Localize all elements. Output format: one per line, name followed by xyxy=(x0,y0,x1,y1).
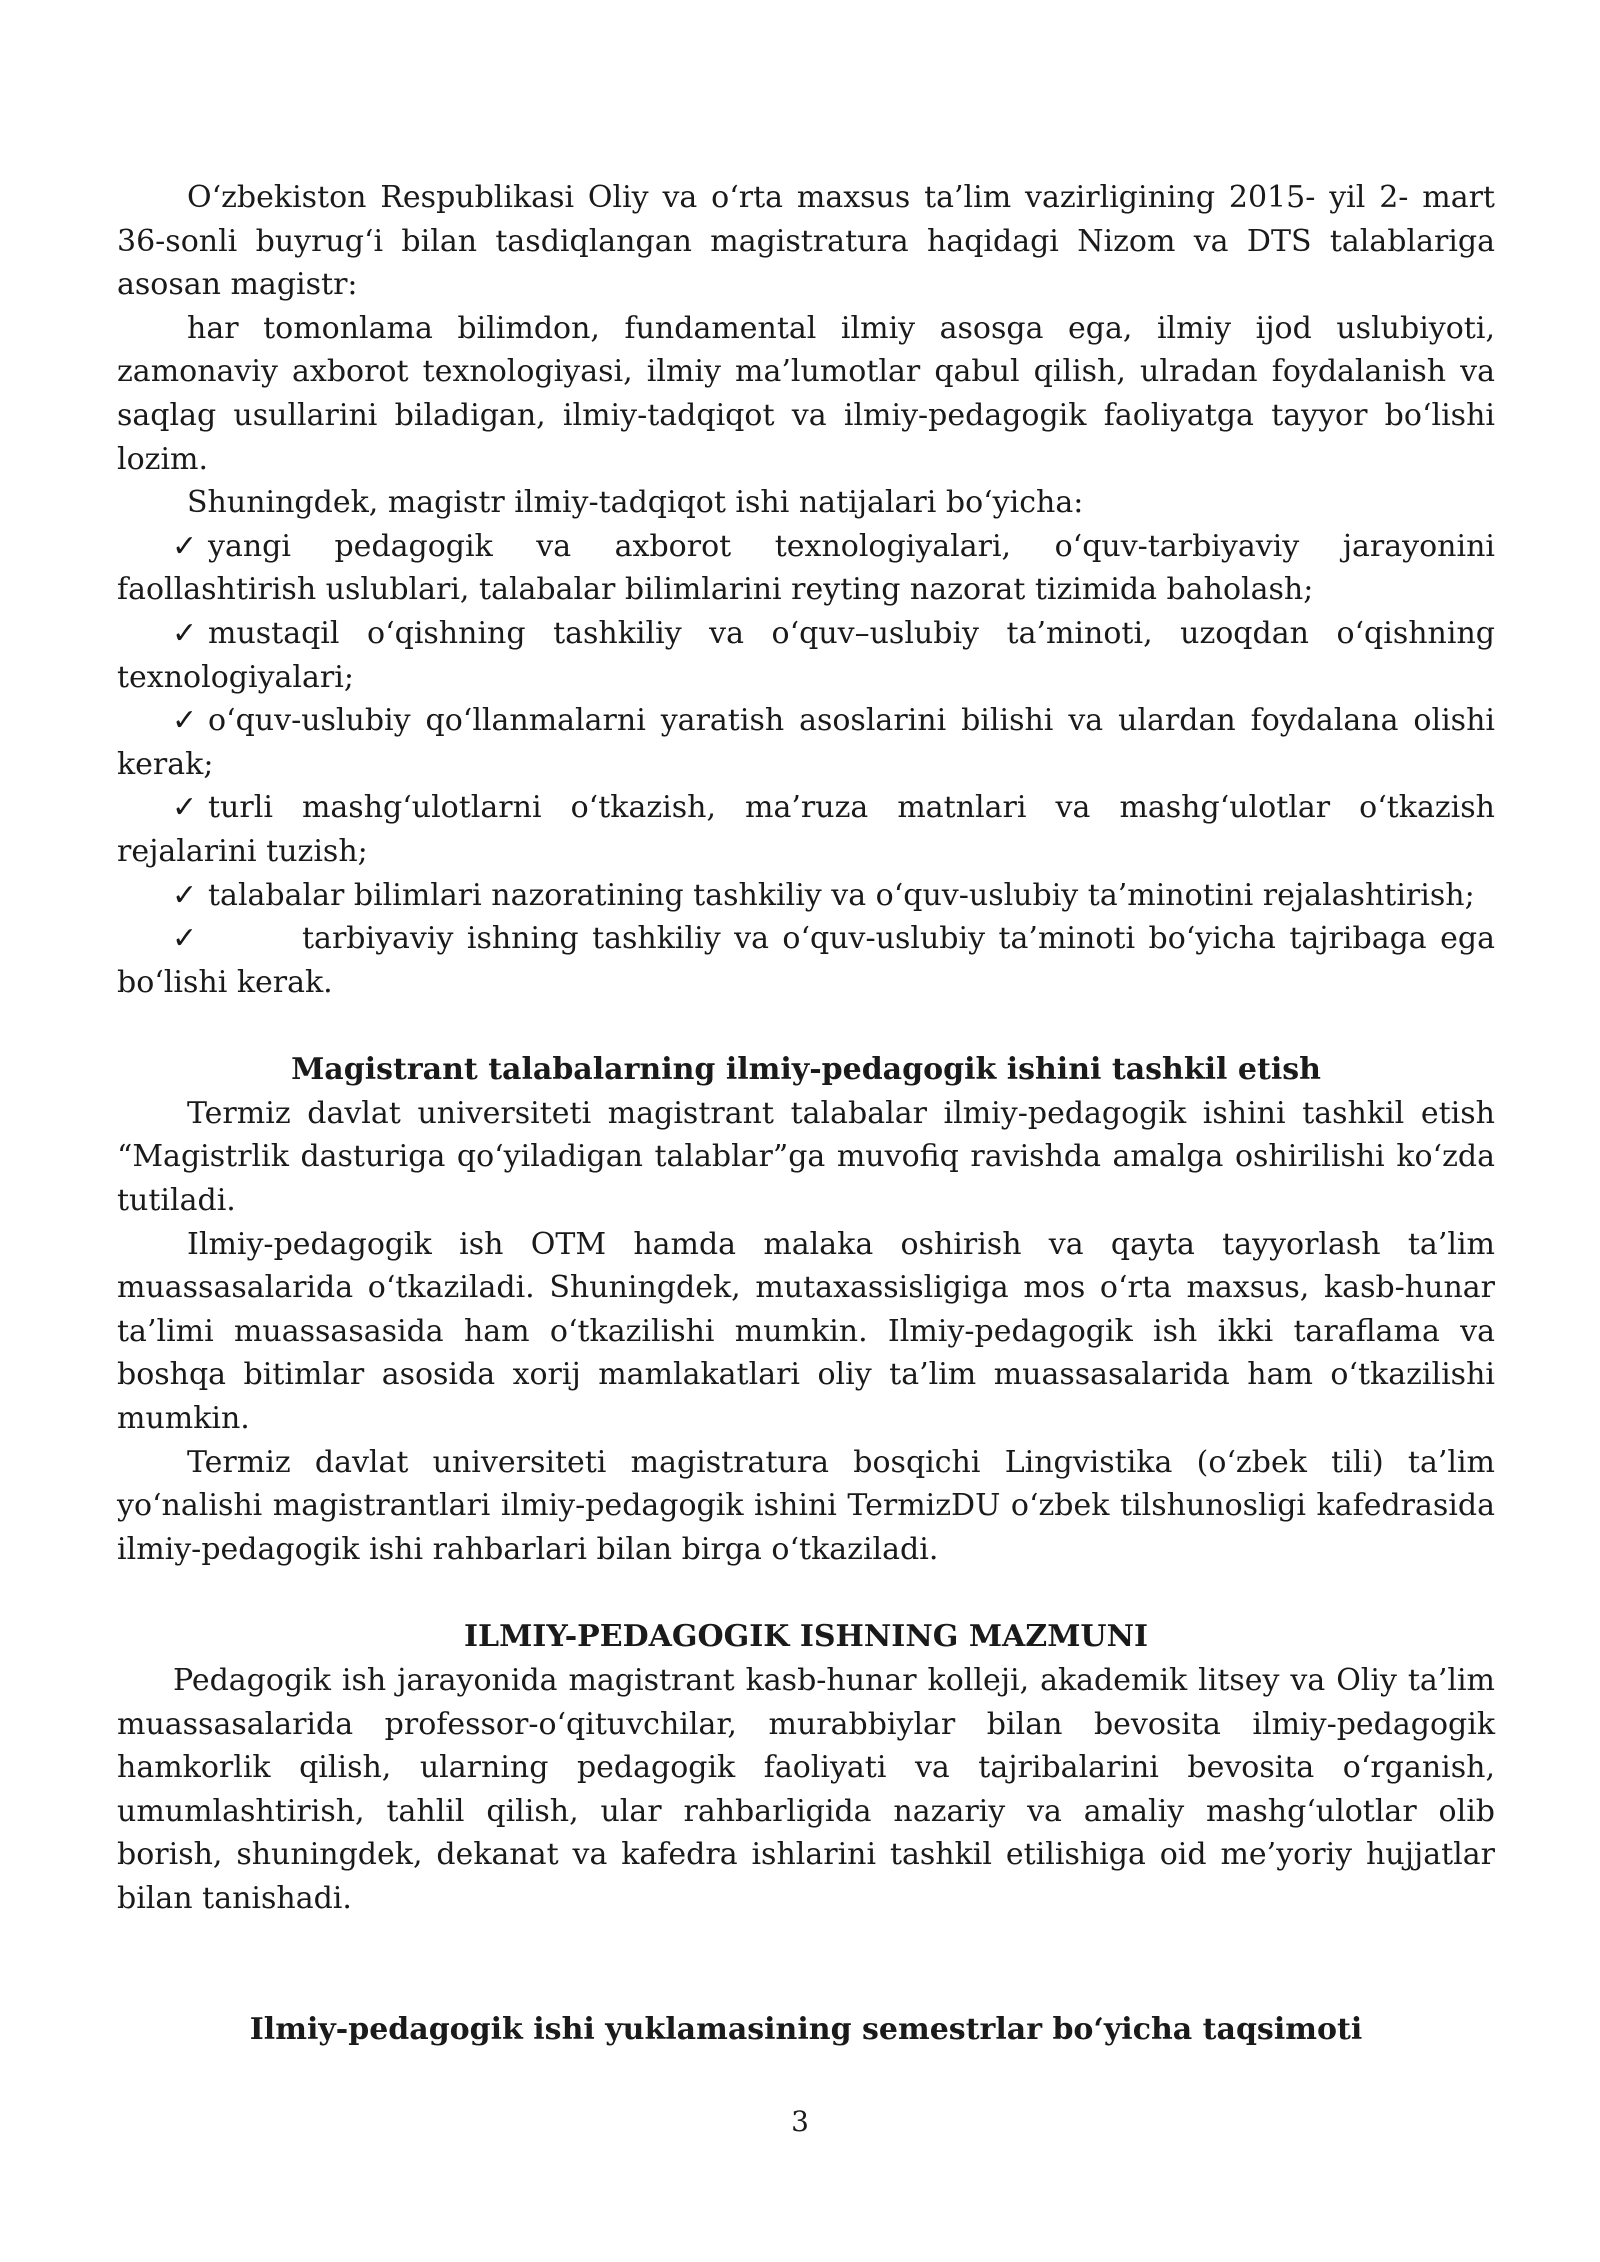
checklist-item xyxy=(117,612,1495,699)
section-paragraph: Termiz davlat universiteti magistratura bosqichi Lingvistika (o‘zbek tili) ta’lim yo‘nalishi magistrantlari ilmiy-pedagogik ishini TermizDU o‘zbek tilshunosligi kafedrasida ilmiy-pedagogik ishi rahbarlari bilan birga o‘tkaziladi. xyxy=(117,1444,1495,1567)
checklist-item xyxy=(117,699,1495,786)
checkmark-icon: ✓ xyxy=(172,703,198,739)
intro-paragraph: O‘zbekiston Respublikasi Oliy va o‘rta maxsus ta’lim vazirligining 2015- yil 2- mart 36-sonli buyrug‘i bilan tasdiqlangan magistratura haqidagi Nizom va DTS talablariga asosan magistr: xyxy=(117,180,1495,303)
checklist-item xyxy=(117,917,1495,1004)
checklist-item-text: mustaqil o‘qishning tashkiliy va o‘quv–uslubiy ta’minoti, uzoqdan o‘qishning texnologiyalari; xyxy=(117,615,1495,695)
checkmark-icon: ✓ xyxy=(172,615,198,651)
checkmark-icon: ✓ xyxy=(172,528,198,564)
checklist-item xyxy=(117,786,1495,873)
checkmark-icon: ✓ xyxy=(172,921,198,957)
intro-paragraph-requirements: har tomonlama bilimdon, fundamental ilmiy asosga ega, ilmiy ijod uslubiyoti, zamonaviy axborot texnologiyasi, ilmiy ma’lumotlar qabul qilish, ulradan foydalanish va saqlag usullarini biladigan, ilmiy-tadqiqot va ilmiy-pedagogik faoliyatga tayyor bo‘lishi lozim. xyxy=(117,310,1495,477)
section-heading-distribution: Ilmiy-pedagogik ishi yuklamasining semestrlar bo‘yicha taqsimoti xyxy=(249,2011,1363,2047)
checklist-item-text: turli mashg‘ulotlarni o‘tkazish, ma’ruza matnlari va mashg‘ulotlar o‘tkazish rejalarini tuzish; xyxy=(117,790,1495,869)
section-paragraph: Pedagogik ish jarayonida magistrant kasb-hunar kolleji, akademik litsey va Oliy ta’lim muassasalarida professor-o‘qituvchilar, murabbiylar bilan bevosita ilmiy-pedagogik hamkorlik qilish, ularning pedagogik faoliyati va tajribalarini bevosita o‘rganish, umumlashtirish, tahlil qilish, ular rahbarligida nazariy va amaliy mashg‘ulotlar olib borish, shuningdek, dekanat va kafedra ishlarini tashkil etilishiga oid me’yoriy hujjatlar bilan tanishadi. xyxy=(117,1663,1495,1916)
intro-paragraph-results: Shuningdek, magistr ilmiy-tadqiqot ishi natijalari bo‘yicha: xyxy=(187,485,1084,521)
checkmark-icon: ✓ xyxy=(172,877,198,913)
checklist-item xyxy=(117,874,1495,918)
checklist-item xyxy=(117,525,1495,612)
checkmark-icon: ✓ xyxy=(172,790,198,826)
section-paragraph: Ilmiy-pedagogik ish OTM hamda malaka oshirish va qayta tayyorlash ta’lim muassasalarida o‘tkaziladi. Shuningdek, mutaxassisligiga mos o‘rta maxsus, kasb-hunar ta’limi muassasasida ham o‘tkazilishi mumkin. Ilmiy-pedagogik ish ikki taraflama va boshqa bitimlar asosida xorij mamlakatlari oliy ta’lim muassasalarida ham o‘tkazilishi mumkin. xyxy=(117,1226,1495,1437)
document-page xyxy=(117,176,1495,2051)
checklist-item-text: yangi pedagogik va axborot texnologiyalari, o‘quv-tarbiyaviy jarayonini faollashtirish uslublari, talabalar bilimlarini reyting nazorat tizimida baholash; xyxy=(117,528,1495,608)
section-heading-content: ILMIY-PEDAGOGIK ISHNING MAZMUNI xyxy=(463,1619,1149,1655)
checklist-item-text: o‘quv-uslubiy qo‘llanmalarni yaratish asoslarini bilishi va ulardan foydalana olishi kerak; xyxy=(117,703,1495,782)
section-paragraph: Termiz davlat universiteti magistrant talabalar ilmiy-pedagogik ishini tashkil etish “Magistrlik dasturiga qo‘yiladigan talablar”ga muvofiq ravishda amalga oshirilishi ko‘zda tutiladi. xyxy=(117,1095,1495,1219)
checklist-item-text: tarbiyaviy ishning tashkiliy va o‘quv-uslubiy ta’minoti bo‘yicha tajribaga ega bo‘lishi kerak. xyxy=(117,921,1495,1000)
section-heading-organization: Magistrant talabalarning ilmiy-pedagogik ishini tashkil etish xyxy=(291,1052,1321,1088)
checklist-item-text: talabalar bilimlari nazoratining tashkiliy va o‘quv-uslubiy ta’minotini rejalashtirish; xyxy=(208,877,1475,913)
page-number: 3 xyxy=(791,2105,809,2138)
